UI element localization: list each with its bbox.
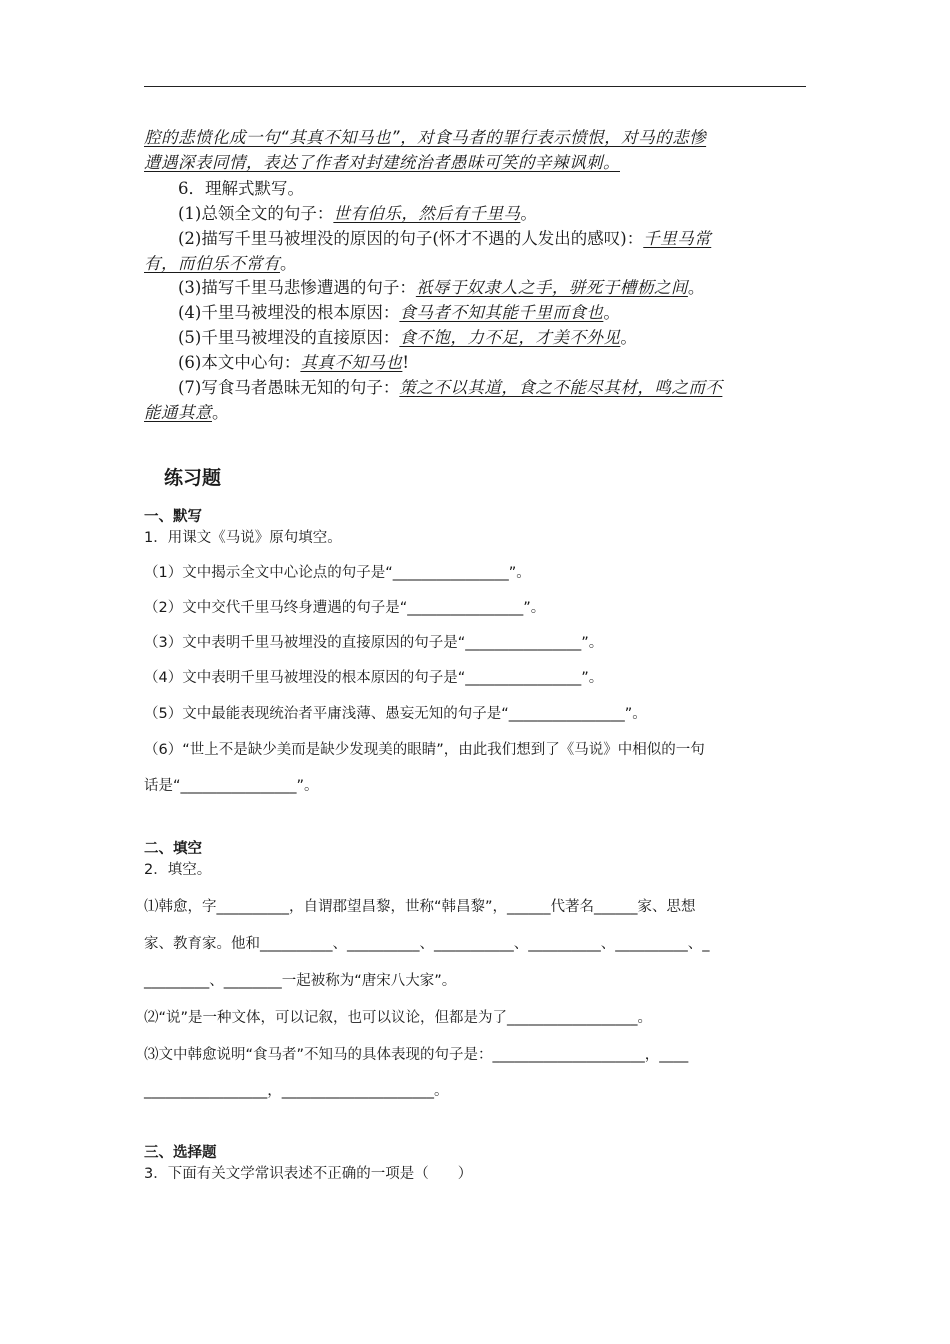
q3-label: (3)描写千里马悲惨遭遇的句子： — [178, 278, 416, 297]
exercises-title: 练习题 — [164, 467, 222, 489]
q4-answer: 食马者不知其能千里而食也 — [399, 303, 604, 322]
q6-label: (6)本文中心句： — [178, 353, 301, 372]
header-rule — [144, 86, 806, 87]
fill-line: _________、________一起被称为“唐宋八大家”。 — [144, 973, 457, 989]
fill-item: （6）“世上不是缺少美而是缺少发现美的眼睛”，由此我们想到了《马说》中相似的一句 — [144, 742, 705, 758]
q2-label: (2)描写千里马被埋没的原因的句子(怀才不遇的人发出的感叹)： — [178, 229, 644, 248]
q3-answer: 祇辱于奴隶人之手，骈死于槽枥之间 — [415, 278, 688, 297]
section-3-intro: 3．下面有关文学常识表述不正确的一项是（ ） — [144, 1166, 473, 1182]
q5-end: 。 — [620, 328, 637, 347]
dictation-q7 — [178, 377, 722, 399]
q7-end: 。 — [212, 403, 229, 422]
q4-label: (4)千里马被埋没的根本原因： — [178, 303, 400, 322]
q7-answer-a: 策之不以其道，食之不能尽其材，鸣之而不 — [399, 378, 723, 397]
q6-end: ! — [402, 353, 410, 372]
q1-answer: 世有伯乐，然后有千里马 — [333, 204, 521, 223]
fill-line: ⑶文中韩愈说明“食马者”不知马的具体表现的句子是：_____________________，____ — [144, 1047, 689, 1063]
dictation-q6 — [178, 352, 409, 374]
paragraph-line: 腔的悲愤化成一句“其真不知马也”，对食马者的罪行表示愤恨，对马的悲惨 — [144, 128, 707, 147]
q7-label: (7)写食马者愚昧无知的句子： — [178, 378, 400, 397]
dictation-q2 — [178, 228, 711, 250]
dictation-q3 — [178, 277, 704, 299]
q5-answer: 食不饱，力不足，才美不外见 — [399, 328, 621, 347]
fill-item: （1）文中揭示全文中心论点的句子是“________________”。 — [144, 565, 531, 581]
fill-item: 话是“________________”。 — [144, 778, 319, 794]
paragraph-line: 遭遇深表同情，表达了作者对封建统治者愚昧可笑的辛辣讽刺。 — [144, 153, 620, 172]
section-3-heading: 三、选择题 — [144, 1145, 217, 1161]
q5-label: (5)千里马被埋没的直接原因： — [178, 328, 400, 347]
q1-end: 。 — [520, 204, 537, 223]
section-2-intro: 2．填空。 — [144, 862, 212, 878]
fill-item: （4）文中表明千里马被埋没的根本原因的句子是“________________”。 — [144, 670, 604, 686]
q2-answer-a: 千里马常 — [643, 229, 712, 248]
q2-end: 。 — [280, 254, 297, 273]
q6-answer: 其真不知马也 — [300, 353, 403, 372]
fill-line: _________________，_____________________。 — [144, 1083, 449, 1099]
dictation-q4 — [178, 302, 620, 324]
fill-line: ⑴韩愈，字__________，自谓郡望昌黎，世称“韩昌黎”，______代著名______家、思想 — [144, 899, 696, 915]
dictation-q5 — [178, 327, 637, 349]
fill-item: （2）文中交代千里马终身遭遇的句子是“________________”。 — [144, 600, 546, 616]
q2-answer-b: 有，而伯乐不常有 — [144, 254, 280, 273]
dictation-q2-cont — [144, 253, 297, 275]
fill-line: 家、教育家。他和__________、__________、___________、__________、__________、_ — [144, 936, 710, 952]
section-2-heading: 二、填空 — [144, 841, 202, 857]
q3-end: 。 — [687, 278, 705, 297]
dictation-q1 — [178, 203, 537, 225]
section-1-intro: 1．用课文《马说》原句填空。 — [144, 530, 342, 546]
q7-answer-b: 能通其意 — [144, 403, 212, 422]
section-1-heading: 一、默写 — [144, 509, 202, 525]
item-6-heading: 6．理解式默写。 — [178, 179, 304, 198]
fill-item: （5）文中最能表现统治者平庸浅薄、愚妄无知的句子是“________________”。 — [144, 706, 647, 722]
dictation-q7-cont — [144, 402, 229, 424]
fill-item: （3）文中表明千里马被埋没的直接原因的句子是“________________”。 — [144, 635, 604, 651]
q4-end: 。 — [603, 303, 620, 322]
q1-label: (1)总领全文的句子： — [178, 204, 334, 223]
fill-line: ⑵“说”是一种文体，可以记叙，也可以议论，但都是为了__________________。 — [144, 1010, 653, 1026]
